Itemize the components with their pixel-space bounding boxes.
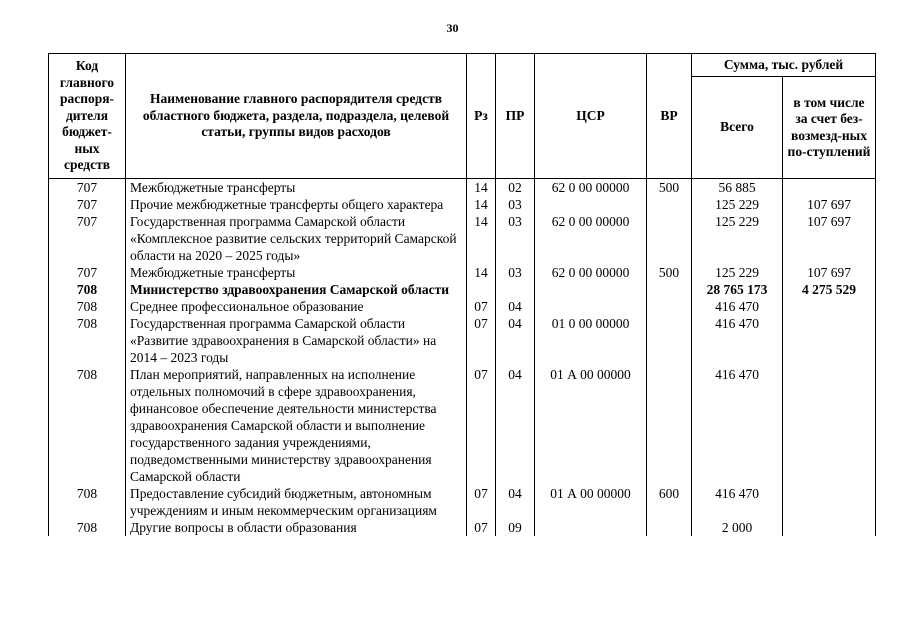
budget-table [48,53,876,536]
cell-rz: 07 [467,315,496,366]
cell-gratuitous: 107 697 [783,196,876,213]
cell-code: 708 [49,366,126,485]
cell-rz: 07 [467,298,496,315]
cell-total: 416 470 [692,366,783,485]
cell-total: 56 885 [692,179,783,197]
cell-rz: 07 [467,519,496,536]
table-row [49,213,876,264]
cell-total: 416 470 [692,315,783,366]
cell-total: 28 765 173 [692,281,783,298]
cell-name: Межбюджетные трансферты [126,264,467,281]
table-row [49,519,876,536]
cell-code: 708 [49,315,126,366]
cell-gratuitous [783,485,876,519]
cell-rz: 07 [467,366,496,485]
table-body [49,179,876,537]
cell-csr: 62 0 00 00000 [535,179,647,197]
header-vr: ВР [647,54,692,179]
cell-gratuitous [783,519,876,536]
table-row [49,315,876,366]
header-csr: ЦСР [535,54,647,179]
header-sum: Сумма, тыс. рублей [692,54,876,77]
cell-name: Другие вопросы в области образования [126,519,467,536]
cell-vr [647,519,692,536]
cell-code: 708 [49,281,126,298]
cell-code: 708 [49,519,126,536]
cell-gratuitous: 107 697 [783,264,876,281]
cell-vr: 600 [647,485,692,519]
cell-csr [535,298,647,315]
table-row [49,179,876,197]
cell-pr: 03 [496,213,535,264]
page-number: 30 [446,21,459,35]
cell-pr: 02 [496,179,535,197]
cell-gratuitous: 107 697 [783,213,876,264]
cell-pr [496,281,535,298]
header-pr: ПР [496,54,535,179]
header-gratuitous: в том числе за счет без-возмезд-ных по-ступлений [783,77,876,179]
cell-name: План мероприятий, направленных на исполнение отдельных полномочий в сфере здравоохранения, финансовое обеспечение деятельности министерства здравоохранения Самарской области и выполнение государственного задания учреждениями, подведомственными министерству здравоохранения Самарской области [126,366,467,485]
cell-vr [647,366,692,485]
cell-name: Государственная программа Самарской области «Развитие здравоохранения в Самарской области» на 2014 – 2023 годы [126,315,467,366]
cell-total: 125 229 [692,264,783,281]
cell-csr [535,519,647,536]
cell-name: Министерство здравоохранения Самарской области [126,281,467,298]
cell-code: 708 [49,298,126,315]
cell-name: Среднее профессиональное образование [126,298,467,315]
cell-name: Межбюджетные трансферты [126,179,467,197]
cell-vr [647,281,692,298]
cell-total: 125 229 [692,213,783,264]
cell-csr: 01 0 00 00000 [535,315,647,366]
cell-name: Государственная программа Самарской области «Комплексное развитие сельских территорий Самарской области на 2020 – 2025 годы» [126,213,467,264]
header-name: Наименование главного распорядителя средств областного бюджета, раздела, подраздела, целевой статьи, группы видов расходов [126,54,467,179]
cell-csr: 01 А 00 00000 [535,366,647,485]
header-total: Всего [692,77,783,179]
cell-name: Прочие межбюджетные трансферты общего характера [126,196,467,213]
table-row [49,281,876,298]
cell-rz: 14 [467,179,496,197]
cell-vr [647,315,692,366]
header-code: Код главного распоря-дителя бюджет-ных средств [49,54,126,179]
cell-pr: 04 [496,485,535,519]
table-row [49,264,876,281]
cell-vr [647,213,692,264]
cell-vr: 500 [647,264,692,281]
cell-rz: 14 [467,264,496,281]
cell-vr: 500 [647,179,692,197]
cell-vr [647,196,692,213]
cell-vr [647,298,692,315]
cell-total: 2 000 [692,519,783,536]
cell-csr [535,196,647,213]
table-row [49,196,876,213]
table-row [49,485,876,519]
cell-csr: 62 0 00 00000 [535,264,647,281]
cell-gratuitous [783,179,876,197]
cell-code: 707 [49,196,126,213]
cell-pr: 04 [496,315,535,366]
cell-code: 707 [49,179,126,197]
cell-pr: 03 [496,196,535,213]
cell-rz: 14 [467,213,496,264]
cell-pr: 04 [496,366,535,485]
cell-code: 707 [49,213,126,264]
cell-total: 125 229 [692,196,783,213]
table-row [49,298,876,315]
cell-gratuitous [783,298,876,315]
cell-gratuitous [783,366,876,485]
cell-rz [467,281,496,298]
header-rz: Рз [467,54,496,179]
cell-total: 416 470 [692,485,783,519]
cell-total: 416 470 [692,298,783,315]
cell-code: 708 [49,485,126,519]
cell-gratuitous [783,315,876,366]
cell-csr: 01 А 00 00000 [535,485,647,519]
cell-csr [535,281,647,298]
cell-rz: 14 [467,196,496,213]
cell-pr: 09 [496,519,535,536]
cell-name: Предоставление субсидий бюджетным, автономным учреждениям и иным некоммерческим организациям [126,485,467,519]
table-row [49,366,876,485]
cell-rz: 07 [467,485,496,519]
cell-gratuitous: 4 275 529 [783,281,876,298]
cell-pr: 04 [496,298,535,315]
cell-pr: 03 [496,264,535,281]
cell-code: 707 [49,264,126,281]
cell-csr: 62 0 00 00000 [535,213,647,264]
